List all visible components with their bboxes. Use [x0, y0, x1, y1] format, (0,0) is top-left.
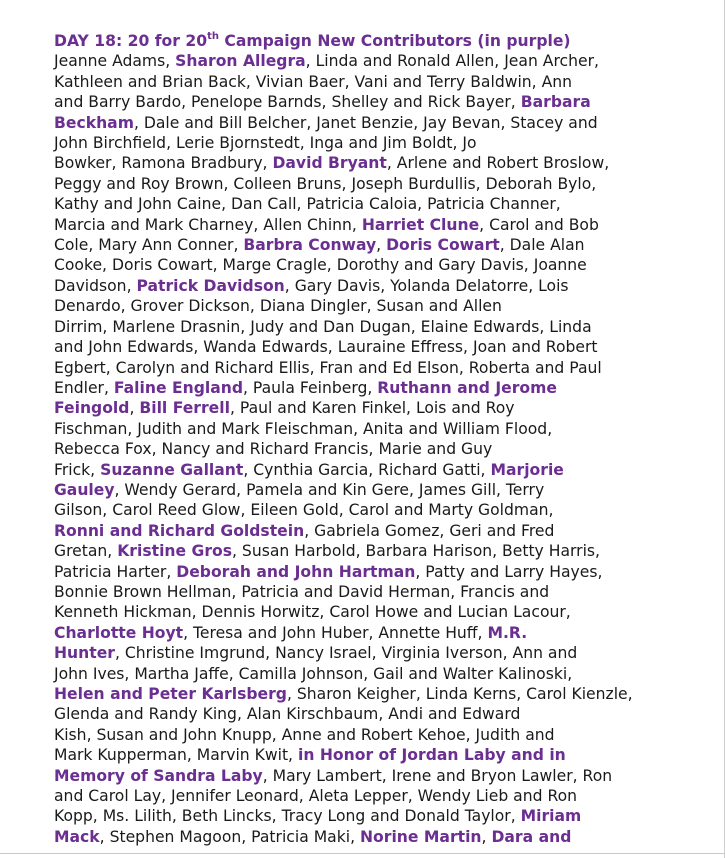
contributor-names: , Patty and Larry Hayes,	[415, 562, 603, 581]
new-contributor-name: Beckham	[54, 113, 134, 132]
contributor-names: and Carol Lay, Jennifer Leonard, Aleta Lepper, Wendy Lieb and Ron	[54, 787, 578, 806]
contributor-line	[54, 194, 669, 214]
contributor-line	[54, 745, 669, 765]
contributor-line	[54, 725, 669, 745]
contributor-names: , Paul and Karen Finkel, Lois and Roy	[229, 399, 515, 418]
contributor-line	[54, 133, 669, 153]
contributor-line	[54, 255, 669, 275]
contributor-line	[54, 337, 669, 357]
contributor-line	[54, 562, 669, 582]
contributor-line	[54, 704, 669, 724]
new-contributor-name: Memory of Sandra Laby	[54, 766, 263, 785]
new-contributor-name: M.R.	[487, 623, 528, 642]
contributor-line	[54, 480, 669, 500]
contributor-names: , Teresa and John Huber, Annette Huff,	[183, 623, 488, 642]
contributor-names: Frick,	[54, 460, 101, 479]
new-contributor-name: Ronni and Richard Goldstein	[54, 521, 305, 540]
contributor-names: ,	[376, 236, 387, 255]
contributor-names: Bowker, Ramona Bradbury,	[54, 154, 273, 173]
contributor-names: Gretan,	[54, 542, 118, 561]
contributor-names: Denardo, Grover Dickson, Diana Dingler, Susan and Allen	[54, 297, 502, 316]
contributor-names: , Carol and Bob	[479, 215, 599, 234]
new-contributor-name: Helen and Peter Karlsberg	[54, 685, 287, 703]
contributor-names: , Gabriela Gomez, Geri and Fred	[304, 521, 555, 540]
contributor-line	[54, 623, 669, 643]
contributor-line	[54, 235, 669, 255]
contributor-names: , Dale Alan	[499, 236, 585, 255]
new-contributor-name: Sharon Allegra	[175, 52, 306, 71]
contributor-names: and John Edwards, Wanda Edwards, Lauraine Effress, Joan and Robert	[54, 338, 598, 357]
new-contributor-name: Feingold	[54, 399, 130, 418]
contributor-line	[54, 51, 669, 71]
contributor-names: John Birchfield, Lerie Bjornstedt, Inga and Jim Boldt, Jo	[54, 134, 477, 153]
contributor-names: Gilson, Carol Reed Glow, Eileen Gold, Carol and Marty Goldman,	[54, 501, 554, 520]
contributors-text-block	[54, 31, 669, 847]
contributor-names: , Mary Lambert, Irene and Bryon Lawler, Ron	[262, 766, 613, 785]
contributor-line	[54, 541, 669, 561]
contributor-line	[54, 766, 669, 786]
contributor-names: Fischman, Judith and Mark Fleischman, Anita and William Flood,	[54, 419, 553, 438]
new-contributor-name: Barbara	[520, 93, 591, 112]
title-superscript: th	[207, 30, 219, 42]
new-contributor-name: Miriam	[520, 807, 582, 826]
new-contributor-name: Hunter	[54, 644, 115, 663]
new-contributor-name: Bill Ferrell	[139, 399, 230, 418]
new-contributor-name: Doris Cowart	[386, 236, 500, 255]
contributor-names: Kathy and John Caine, Dan Call, Patricia Caloia, Patricia Channer,	[54, 195, 561, 214]
new-contributor-name: Kristine Gros	[117, 542, 233, 561]
contributor-names: , Susan Harbold, Barbara Harison, Betty Harris,	[232, 542, 600, 561]
title-prefix: DAY 18: 20 for 20	[54, 32, 208, 50]
contributor-names: Kish, Susan and John Knupp, Anne and Robert Kehoe, Judith and	[54, 725, 555, 744]
contributor-names: , Wendy Gerard, Pamela and Kin Gere, James Gill, Terry	[114, 480, 545, 499]
title-suffix: Campaign New Contributors (in purple)	[218, 32, 571, 50]
new-contributor-name: Suzanne Gallant	[100, 460, 244, 479]
contributor-line	[54, 378, 669, 398]
new-contributor-name: Patrick Davidson	[136, 276, 285, 295]
new-contributor-name: Gauley	[54, 480, 115, 499]
new-contributor-name: Barbra Conway	[243, 236, 377, 255]
contributor-names: , Sharon Keigher, Linda Kerns, Carol Kienzle,	[286, 685, 633, 703]
contributor-names: , Stephen Magoon, Patricia Maki,	[99, 827, 360, 846]
contributor-names: Bonnie Brown Hellman, Patricia and David Herman, Francis and	[54, 582, 550, 601]
contributor-names: and Barry Bardo, Penelope Barnds, Shelley and Rick Bayer,	[54, 93, 521, 112]
contributor-line	[54, 786, 669, 806]
contributor-line	[54, 419, 669, 439]
contributor-names: ,	[481, 827, 492, 846]
contributor-line	[54, 684, 669, 704]
contributor-line	[54, 317, 669, 337]
page-title	[54, 31, 669, 51]
contributor-names: , Linda and Ronald Allen, Jean Archer,	[305, 52, 599, 71]
contributor-names: Cole, Mary Ann Conner,	[54, 236, 244, 255]
contributor-names: Egbert, Carolyn and Richard Ellis, Fran and Ed Elson, Roberta and Paul	[54, 358, 602, 377]
new-contributor-name: Ruthann and Jerome	[377, 378, 557, 397]
contributor-lines	[54, 51, 669, 847]
new-contributor-name: in Honor of Jordan Laby and in	[297, 746, 566, 765]
contributor-names: John Ives, Martha Jaffe, Camilla Johnson, Gail and Walter Kalinoski,	[54, 664, 573, 683]
contributor-line	[54, 358, 669, 378]
contributor-names: Kenneth Hickman, Dennis Horwitz, Carol Howe and Lucian Lacour,	[54, 603, 571, 622]
contributor-names: Marcia and Mark Charney, Allen Chinn,	[54, 215, 362, 234]
contributor-line	[54, 296, 669, 316]
contributor-names: Davidson,	[54, 276, 137, 295]
new-contributor-name: Charlotte Hoyt	[54, 623, 184, 642]
contributor-line	[54, 72, 669, 92]
new-contributor-name: Harriet Clune	[361, 215, 480, 234]
contributor-line	[54, 521, 669, 541]
contributor-line	[54, 602, 669, 622]
new-contributor-name: Deborah and John Hartman	[176, 562, 416, 581]
contributor-names: Patricia Harter,	[54, 562, 177, 581]
contributor-names: , Paula Feinberg,	[243, 378, 378, 397]
contributor-line	[54, 806, 669, 826]
new-contributor-name: Dara and	[491, 827, 572, 846]
contributor-line	[54, 153, 669, 173]
page-bottom-rule	[0, 853, 725, 854]
contributor-line	[54, 174, 669, 194]
new-contributor-name: Norine Martin	[360, 827, 482, 846]
new-contributor-name: David Bryant	[272, 154, 387, 173]
contributor-names: Cooke, Doris Cowart, Marge Cragle, Dorothy and Gary Davis, Joanne	[54, 256, 587, 275]
contributor-names: Glenda and Randy King, Alan Kirschbaum, Andi and Edward	[54, 705, 521, 724]
contributor-line	[54, 500, 669, 520]
contributor-names: , Gary Davis, Yolanda Delatorre, Lois	[284, 276, 569, 295]
contributor-line	[54, 398, 669, 418]
contributor-line	[54, 460, 669, 480]
contributor-line	[54, 439, 669, 459]
contributor-line	[54, 827, 669, 847]
contributor-names: Peggy and Roy Brown, Colleen Bruns, Joseph Burdullis, Deborah Bylo,	[54, 174, 597, 193]
contributor-names: Mark Kupperman, Marvin Kwit,	[54, 746, 298, 765]
contributor-line	[54, 215, 669, 235]
contributor-names: Dirrim, Marlene Drasnin, Judy and Dan Dugan, Elaine Edwards, Linda	[54, 317, 592, 336]
contributor-names: , Dale and Bill Belcher, Janet Benzie, Jay Bevan, Stacey and	[133, 113, 598, 132]
contributor-names: ,	[129, 399, 140, 418]
contributor-line	[54, 113, 669, 133]
contributor-line	[54, 582, 669, 602]
contributor-line	[54, 643, 669, 663]
new-contributor-name: Mack	[54, 827, 100, 846]
new-contributor-name: Marjorie	[490, 460, 564, 479]
contributor-names: , Arlene and Robert Broslow,	[386, 154, 610, 173]
contributor-line	[54, 664, 669, 684]
contributor-names: Kopp, Ms. Lilith, Beth Lincks, Tracy Long and Donald Taylor,	[54, 807, 521, 826]
contributor-names: Kathleen and Brian Back, Vivian Baer, Vani and Terry Baldwin, Ann	[54, 72, 573, 91]
contributor-names: , Christine Imgrund, Nancy Israel, Virginia Iverson, Ann and	[114, 644, 578, 663]
new-contributor-name: Faline England	[113, 378, 243, 397]
contributor-names: , Cynthia Garcia, Richard Gatti,	[243, 460, 491, 479]
contributor-line	[54, 276, 669, 296]
contributor-names: Jeanne Adams,	[54, 52, 176, 71]
contributor-line	[54, 92, 669, 112]
contributor-names: Rebecca Fox, Nancy and Richard Francis, Marie and Guy	[54, 440, 493, 459]
contributor-names: Endler,	[54, 378, 114, 397]
